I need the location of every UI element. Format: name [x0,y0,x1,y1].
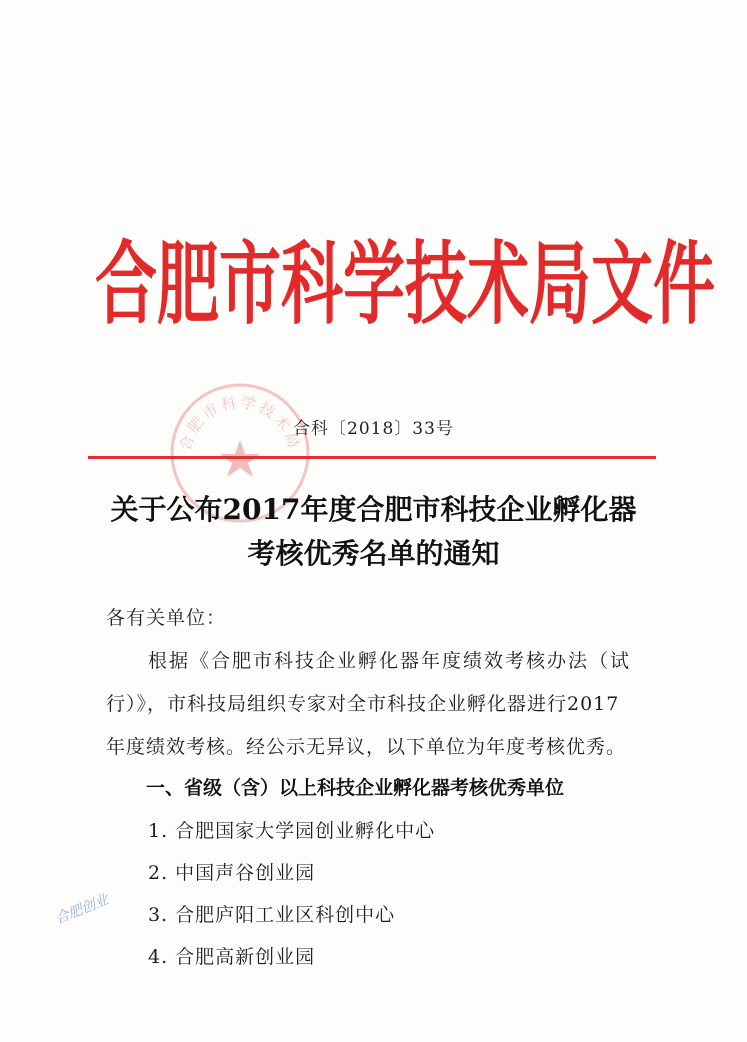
list-item: 2. 中国声谷创业园 [148,862,316,884]
paragraph-line-2: 行）》，市科技局组织专家对全市科技企业孵化器进行2017 [106,693,620,715]
notice-title-line-1: 关于公布2017年度合肥市科技企业孵化器 [110,493,637,526]
blue-watermark: 合肥创业 [53,891,112,928]
paragraph-line-3: 年度绩效考核。经公示无异议，以下单位为年度考核优秀。 [106,736,627,758]
paragraph-line-1: 根据《合肥市科技企业孵化器年度绩效考核办法（试 [148,650,632,672]
document-header-title: 合肥市科学技术局文件 [95,230,716,337]
red-divider-line [88,456,656,459]
section-heading-1: 一、省级（含）以上科技企业孵化器考核优秀单位 [146,777,565,799]
salutation: 各有关单位： [106,607,227,629]
list-item: 1. 合肥国家大学园创业孵化中心 [148,820,436,842]
document-number: 合科〔2018〕33号 [293,419,454,439]
seal-text: 合肥市科学技术局 [176,393,304,453]
notice-title-line-2: 考核优秀名单的通知 [247,537,500,570]
list-item: 3. 合肥庐阳工业区科创中心 [148,904,396,926]
list-item: 4. 合肥高新创业园 [148,946,316,968]
